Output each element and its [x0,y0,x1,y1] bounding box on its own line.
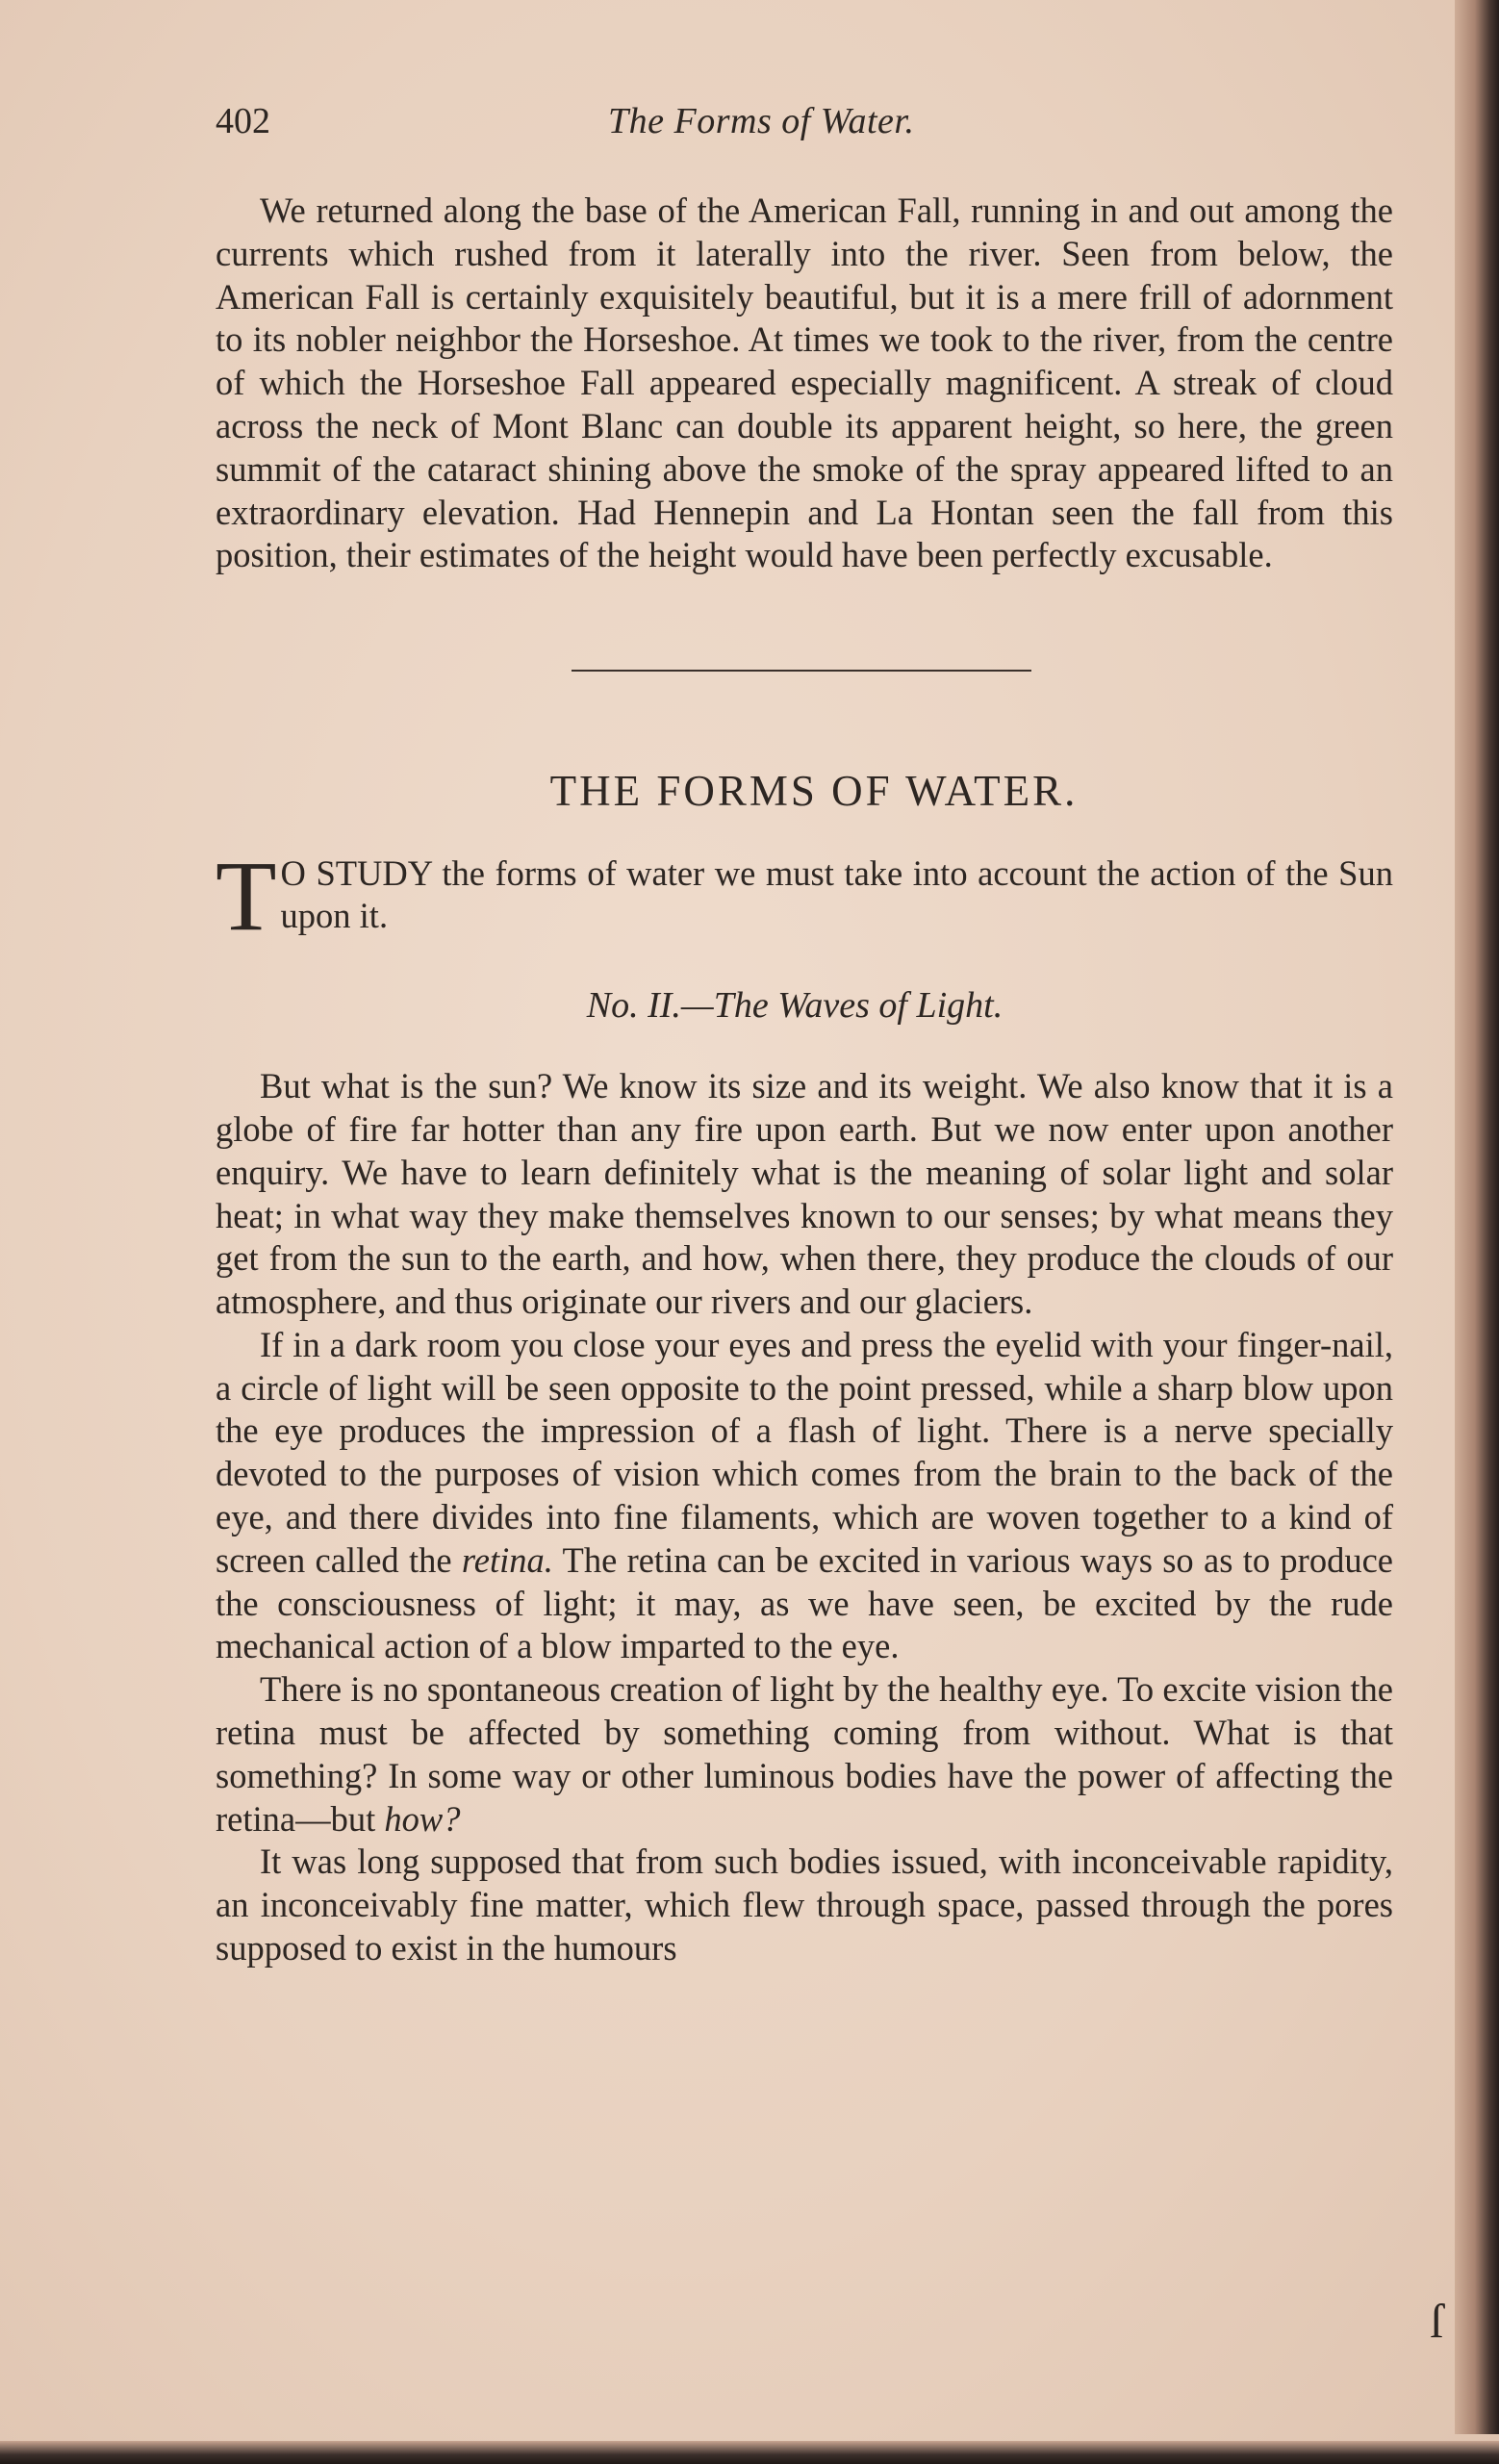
pencil-mark: ſ [1430,2294,1443,2348]
retina-text-start: If in a dark room you close your eyes and press the eyelid with your finger-nail, a circle of light will be seen opposite to the point pressed, while a sharp blow upon the eye produces the impression of a flash of light. There is a nerve specially devoted to the purposes of vision which comes from the brain to the back of the eye, and there divides into fine filaments, which are woven together to a kind of screen called the [216,1324,1393,1580]
retina-term: retina. [461,1539,553,1580]
niagara-paragraph: We returned along the base of the American Fall, running in and out among the currents which rushed from it laterally into the river. Seen from below, the American Fall is certainly exquisitely beautiful, but it is a mere frill of adornment to its nobler neighbor the Horseshoe. At times we took to the river, from the centre of which the Horseshoe Fall appeared especially magnificent. A streak of cloud across the neck of Mont Blanc can double its apparent height, so here, the green summit of the cataract shining above the smoke of the spray appeared lifted to an extraordinary elevation. Had Hennepin and La Hontan seen the fall from this position, their estimates of the height would have been perfectly excusable. [216,191,1393,575]
running-head [216,96,1393,154]
spontaneous-text: There is no spontaneous creation of light by the healthy eye. To excite vision the retina must be affected by something coming from without. What is that something? In some way or other luminous bodies have the power of affecting the retina—but [216,1669,1393,1839]
page-bottom-edge [0,2441,1499,2464]
article-subtitle: No. II.—The Waves of Light. [586,985,1004,1027]
sun-paragraph: But what is the sun? We know its size and its weight. We also know that it is a globe of fire far hotter than any fire upon earth. But we now enter upon another enquiry. We have to learn definitely what is the meaning of solar light and solar heat; in what way they make themselves known to our senses; by what means they get from the sun to the earth, and how, when there, they produce the clouds of our atmosphere, and thus originate our rivers and our glaciers. [216,1066,1393,1322]
page-content [216,96,1393,1970]
theory-paragraph: It was long supposed that from such bodies issued, with inconceivable rapidity, an inconceivably fine matter, which flew through space, passed through the pores supposed to exist in the humours [216,1842,1393,1969]
running-title: The Forms of Water. [608,101,915,141]
page-edge-shadow [1455,0,1499,2434]
section-opening [216,840,1393,952]
retina-text-end: The retina can be excited in various ways so as to produce the consciousness of light; it may, as we have seen, be excited by the rude mechanical action of a blow imparted to the eye. [216,1539,1393,1666]
retina-paragraph [216,1324,1393,1668]
drop-cap: T [216,840,277,952]
section-divider [572,670,1031,672]
how-word: how? [384,1798,461,1839]
section-title: THE FORMS OF WATER. [549,767,1079,816]
spontaneous-paragraph [216,1668,1393,1841]
opening-text: O STUDY the forms of water we must take into account the action of the Sun upon it. [280,852,1393,936]
page-number: 402 [216,101,270,141]
